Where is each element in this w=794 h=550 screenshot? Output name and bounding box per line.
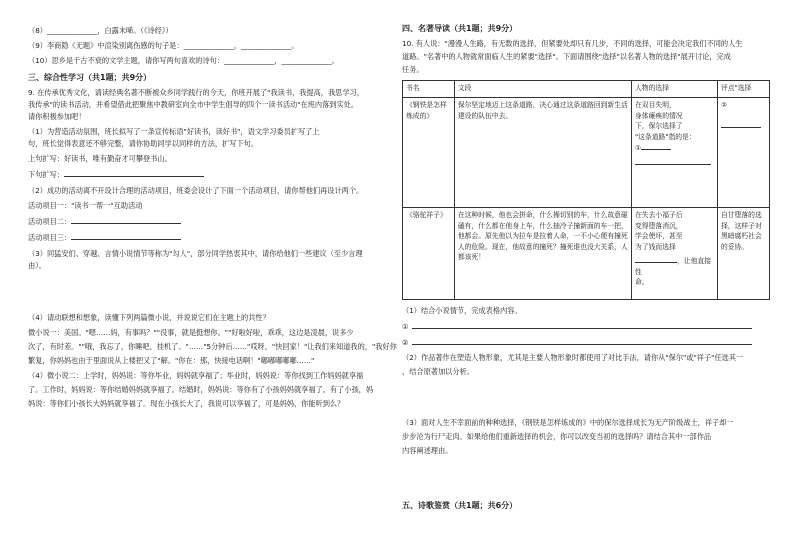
sub-question-3-line: 步步沦为行尸走肉。如果给他们重新选择的机会，你可以改变当初的选择吗？请结合其中一部作品 [402, 432, 712, 441]
comment-blank[interactable] [721, 117, 761, 128]
choice-blank-1[interactable] [635, 142, 714, 154]
sub-question-3 [402, 418, 772, 455]
intro-line: 道路。"名著中的人物就常面临人生的紧要"选择"。下面请围绕"选择"以名著人物的选择"展开讨论，完成 [402, 52, 731, 61]
book-title: 《钢铁是怎样炼成的》 [403, 98, 455, 208]
question-8: （8）______________，白露未晞。（《诗经》） [28, 26, 173, 35]
intro-paragraph [28, 88, 380, 121]
left-column [28, 26, 397, 408]
choice-line: 下，保尔选择了 [635, 122, 683, 131]
choice-table [402, 80, 770, 300]
part-2: （2）成功的活动离不开设计合理的活动项目，班委会设计了下面一个活动项目，请你帮他们再设计两个。 [28, 186, 364, 195]
table-header: 评点"选择 [718, 81, 770, 98]
excerpt-text: 在这种时候，他也会拼命，什么操切别的车，什么故意碰磕有，什么都在他身上车，什么抽冷子撞新面的车一把，他都会。原先他以为拉车是拉着人命，一不小心便有撞死人的危险。现在，他故意的撞死？撞死谁也没大关系，人都该死！ [454, 208, 631, 300]
choice-line: 在双目失明， [635, 101, 676, 109]
choice-line: "这条道路"指的是： [635, 132, 696, 141]
section-5-title: 五、诗歌鉴赏（共1题；共6分） [402, 501, 518, 510]
book-title: 《骆驼祥子》 [403, 208, 455, 300]
sub-question-3-line: 内容阐述理由。 [402, 446, 453, 455]
part-4: （4）请动联想和想象，读懂下列两篇微小说，并说说它们在主题上的共性？ [28, 313, 270, 322]
comment-text: 自甘堕落的选择，这样子对黑暗腐朽社会的妥协。 [718, 208, 770, 300]
choice-line: ，让他直接性 [635, 257, 711, 276]
table-header: 书名 [403, 81, 455, 98]
activity-item-2-label: 活动项目二： [28, 217, 72, 226]
story-2-line: （4）微小说二：上学时，妈妈说：等你毕业，妈妈就享福了；毕业时，妈妈说：等你找到工作妈妈就享福 [28, 371, 364, 380]
story-1-line: 次了，有时差。""哦，我忘了，你睡吧，挂机了。"……"5分钟后……"哎呀，"快回家！"让我们来知道我的，"我好你 [28, 342, 397, 351]
answer-blank-line[interactable] [635, 154, 711, 165]
upper-sentence: 上句扩写：好读书，唯有勤奋才可攀登书山。 [28, 154, 172, 163]
question-10-intro [402, 39, 772, 74]
circled-mark: ① [635, 144, 642, 153]
excerpt-text: 保尔坚定地迈上这条道路，决心通过这条道路回到新生活建设的队伍中去。 [454, 98, 631, 208]
sub-question-3-line: （3）面对人生不幸面前的种种选择，《钢铁是怎样炼成的》中的保尔选择成长为无产阶级战士，祥子却一 [402, 418, 734, 427]
choice-line: 为了钱而选择 [635, 242, 676, 251]
character-choice [632, 208, 718, 300]
part-1-line: 句，班长觉得表意还不够完整，请你协助同学以同样的方法，扩写下句。 [28, 139, 259, 148]
story-1-line: 繁复，你妈妈也由于里面说从上楼把又了"解。"你在：那，快接电话啊！"嘟嘟嘟嘟嘟……" [28, 356, 315, 365]
character-choice [632, 98, 718, 208]
sub-question-2 [402, 353, 772, 376]
answer-blank[interactable] [412, 321, 752, 329]
activity-item-2-blank[interactable] [71, 216, 181, 224]
comment-mark [721, 100, 766, 111]
table-row [403, 98, 770, 208]
choice-line: 学会使坏，甚至 [635, 232, 683, 241]
intro-line: 任务。 [402, 65, 424, 74]
table-header-row [403, 81, 770, 98]
lower-sentence-blank[interactable] [64, 169, 204, 177]
section-4-title: 四、名著导读（共1题；共9分） [402, 24, 518, 33]
part-3 [28, 249, 380, 270]
lower-sentence [28, 169, 380, 179]
activity-item-2 [28, 216, 380, 226]
part-1-line: （1）为营造活动氛围，班长拟写了一条宣传标语"好读书，读好书"，语文学习委员扩写了上 [28, 127, 320, 136]
circled-mark: ① [402, 322, 409, 331]
intro-line: 请你积极参加吧！ [28, 112, 86, 121]
answer-blank[interactable] [412, 337, 752, 345]
table-row [403, 208, 770, 300]
story-2-line: 妈说：等你们小孩长大妈妈就享福了。现在小孩长大了，我说可以享福了，可是妈妈，你能听到么？ [28, 399, 345, 408]
story-2 [28, 371, 380, 408]
sub-question-1: （1）结合小说情节，完成表格内容。 [402, 306, 522, 315]
intro-line: 10. 有人说："漫漫人生路，有无数的选择，但紧要处却只有几步，不同的选择，可能会决定我们不同的人生 [402, 39, 743, 48]
question-10-poem: （10）思乡是千古不衰的文学主题，请你写两句喜欢的诗句：______________，______________。 [28, 56, 340, 65]
answer-line-1 [402, 321, 772, 331]
story-1 [28, 328, 397, 365]
sub-question-2-line: ，结合原著加以分析。 [402, 367, 474, 376]
table-header: 人物的选择 [632, 81, 718, 98]
right-column [402, 24, 772, 511]
intro-line: 9. 在传承优秀文化，请读经典名著不断被众乡同学践行的今天，你班开展了"我读书，我提高，我思学习， [28, 88, 364, 97]
answer-blank[interactable] [635, 252, 677, 263]
section-3-title: 三、综合性学习（共1题；共9分） [28, 73, 152, 82]
part-3-line: 由）。 [28, 261, 46, 270]
part-3-line: （3）同猛安们、穿越、言情小说情节等称为"勾人"，部分同学热衷其中，请你给他们一些建议（至少言理 [28, 249, 363, 258]
choice-line: 在失去小福子后 [635, 211, 683, 219]
activity-item-3 [28, 232, 380, 242]
circled-mark: ② [402, 338, 409, 347]
activity-item-3-label: 活动项目三： [28, 233, 72, 242]
sub-question-2-line: （2）作品著作在塑造人物形象，尤其是主要人物形象时都使用了对比手法，请你从"保尔"或"祥子"任选其一 [402, 353, 744, 362]
answer-line-2 [402, 337, 772, 347]
intro-line: 我传承"的读书活动，并希望借此把聚焦中教研室向全市中学生倡导的四个一读书活动"在班内落到实处。 [28, 100, 359, 109]
question-9-poem: （9）李商隐《无题》中渲染别离伤感的句子是：______________，______________。 [28, 41, 299, 50]
choice-line: 命。 [635, 278, 649, 287]
lower-sentence-label: 下句扩写： [28, 170, 64, 179]
part-1 [28, 127, 380, 148]
comment-cell [718, 98, 770, 208]
activity-item-1: 活动项目一："读书一帮一"互助活动 [28, 201, 143, 210]
circled-mark: ② [721, 101, 728, 109]
answer-blank[interactable] [641, 142, 671, 150]
choice-line: 身体瘫痪的情况 [635, 111, 683, 120]
story-1-line: 微小说一：美国。"嗯……妈，有事吗？""没事，就是挺想你。""好啦好啦，乖乖，这边是凌晨，说多少 [28, 328, 354, 337]
activity-item-3-blank[interactable] [71, 232, 181, 240]
table-header: 文段 [454, 81, 631, 98]
choice-line: 变得堕落消沉， [635, 221, 683, 230]
story-2-line: 了。工作时，妈妈说：等你结婚妈妈就享福了。结婚时，妈妈说：等你有了小孩妈妈就享福了。有了小孩，妈 [28, 385, 374, 394]
